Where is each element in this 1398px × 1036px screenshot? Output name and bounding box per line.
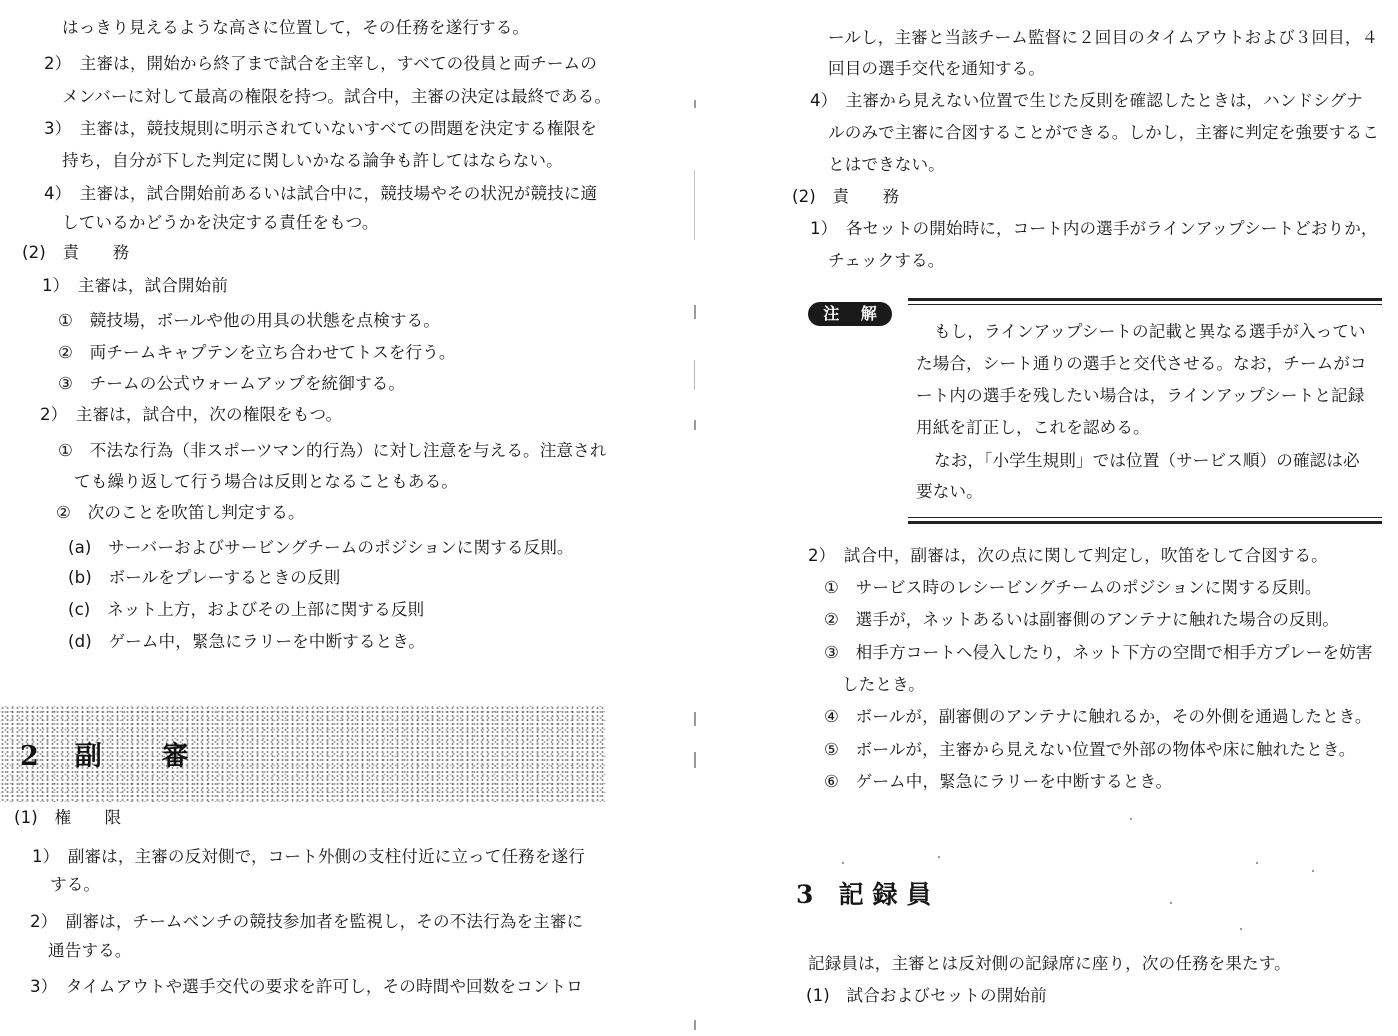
list-item: (c) ネット上方，およびその上部に関する反則: [68, 600, 425, 619]
note-text-line: もし，ラインアップシートの記載と異なる選手が入ってい: [934, 322, 1366, 341]
section-title-part: 副: [74, 741, 104, 772]
subsection-heading-authority: (1) 権 限: [14, 808, 122, 827]
list-item: ③ 相手方コートへ侵入したり，ネット下方の空間で相手方プレーを妨害: [824, 643, 1373, 662]
body-text-line: 回目の選手交代を通知する。: [828, 59, 1046, 78]
list-item: ③ チームの公式ウォームアップを統御する。: [58, 374, 406, 393]
list-item: 2） 副審は，チームベンチの競技参加者を監視し，その不法行為を主審に: [30, 912, 584, 931]
left-page: [0, 0, 660, 1036]
scan-speck: [1240, 928, 1242, 930]
list-item: 3） タイムアウトや選手交代の要求を許可し，その時間や回数をコントロ: [30, 977, 583, 996]
body-text-line: 持ち，自分が下した判定に関しいかなる論争も許してはならない。: [62, 151, 563, 170]
scan-speck: [1170, 902, 1172, 904]
note-rule-bottom: [908, 517, 1382, 524]
section-number: 2: [20, 741, 41, 772]
rule-item-4: 4） 主審は，試合開始前あるいは試合中に，競技場やその状況が競技に適: [44, 184, 598, 203]
list-item: (b) ボールをプレーするときの反則: [68, 568, 341, 587]
list-item: ⑤ ボールが，主審から見えない位置で外部の物体や床に触れたとき。: [824, 740, 1356, 759]
list-item: 2） 主審は，試合中，次の権限をもつ。: [40, 405, 343, 424]
body-text-line: はっきり見えるような高さに位置して，その任務を遂行する。: [62, 18, 530, 37]
body-text-line: とはできない。: [828, 155, 945, 174]
body-text-line: したとき。: [842, 675, 925, 694]
list-item: ① 競技場，ボールや他の用具の状態を点検する。: [58, 311, 440, 330]
note-text-line: なお，「小学生規則」では位置（サービス順）の確認は必: [934, 451, 1360, 470]
section-heading-scorer-3: 3 記 録 員: [796, 880, 932, 909]
scan-speck: [1130, 818, 1132, 820]
note-text-line: た場合，シート通りの選手と交代させる。なお，チームがコ: [916, 354, 1367, 373]
list-item: (d) ゲーム中，緊急にラリーを中断するとき。: [68, 632, 425, 651]
subsection-heading-duties: (2) 責 務: [792, 187, 900, 206]
body-text-line: ルのみで主審に合図することができる。しかし，主審に判定を強要するこ: [828, 123, 1379, 142]
rule-item-4: 4） 主審から見えない位置で生じた反則を確認したときは，ハンドシグナ: [810, 91, 1363, 110]
list-item: 1） 副審は，主審の反対側で，コート外側の支柱付近に立って任務を遂行: [32, 847, 585, 866]
subsection-heading-duties: (2) 責 務: [22, 243, 130, 262]
list-item: ① サービス時のレシービングチームのポジションに関する反則。: [824, 578, 1322, 597]
body-text-line: ールし，主審と当該チーム監督に２回目のタイムアウトおよび３回目，４: [828, 28, 1379, 47]
note-rule-top: [908, 298, 1382, 305]
body-text-line: ても繰り返して行う場合は反則となることもある。: [74, 472, 458, 491]
list-item: 1） 各セットの開始時に，コート内の選手がラインアップシートどおりか，: [810, 219, 1378, 238]
scan-speck: [842, 862, 844, 864]
rule-item-3: 3） 主審は，競技規則に明示されていないすべての問題を決定する権限を: [44, 119, 597, 138]
note-text-line: 要ない。: [916, 482, 983, 501]
body-text-line: 通告する。: [48, 941, 132, 960]
list-item: ② 両チームキャプテンを立ち合わせてトスを行う。: [58, 343, 456, 362]
body-text-line: チェックする。: [828, 251, 945, 270]
section-title-part: 審: [161, 741, 191, 772]
list-item: 2） 試合中，副審は，次の点に関して判定し，吹笛をして合図する。: [808, 546, 1328, 565]
rule-item-2: 2） 主審は，開始から終了まで試合を主宰し，すべての役員と両チームの: [44, 54, 597, 73]
list-item: ④ ボールが，副審側のアンテナに触れるか，その外側を通過したとき。: [824, 707, 1372, 726]
body-text-line: 記録員は，主審とは反対側の記録席に座り，次の任務を果たす。: [808, 954, 1291, 973]
body-text-line: しているかどうかを決定する責任をもつ。: [62, 213, 379, 232]
body-text-line: する。: [50, 875, 101, 894]
note-badge: 注 解: [808, 302, 892, 326]
scan-speck: [938, 856, 940, 858]
scan-speck: [1256, 862, 1258, 864]
list-item: 1） 主審は，試合開始前: [42, 276, 228, 295]
list-item: ⑥ ゲーム中，緊急にラリーを中断するとき。: [824, 772, 1173, 791]
body-text-line: メンバーに対して最高の権限を持つ。試合中，主審の決定は最終である。: [62, 87, 612, 106]
note-text-line: ート内の選手を残したい場合は，ラインアップシートと記録: [916, 386, 1365, 405]
section-heading-umpire-2: [20, 734, 191, 773]
right-page: [700, 0, 1398, 1036]
list-item: ② 次のことを吹笛し判定する。: [56, 503, 305, 522]
note-text-line: 用紙を訂正し，これを認める。: [916, 418, 1150, 437]
scan-speck: [1312, 870, 1314, 872]
list-item: ① 不法な行為（非スポーツマン的行為）に対し注意を与える。注意され: [58, 441, 607, 460]
subsection-heading-before-match: (1) 試合およびセットの開始前: [806, 986, 1047, 1005]
list-item: ② 選手が，ネットあるいは副審側のアンテナに触れた場合の反則。: [824, 610, 1340, 629]
list-item: (a) サーバーおよびサービングチームのポジションに関する反則。: [68, 538, 574, 557]
